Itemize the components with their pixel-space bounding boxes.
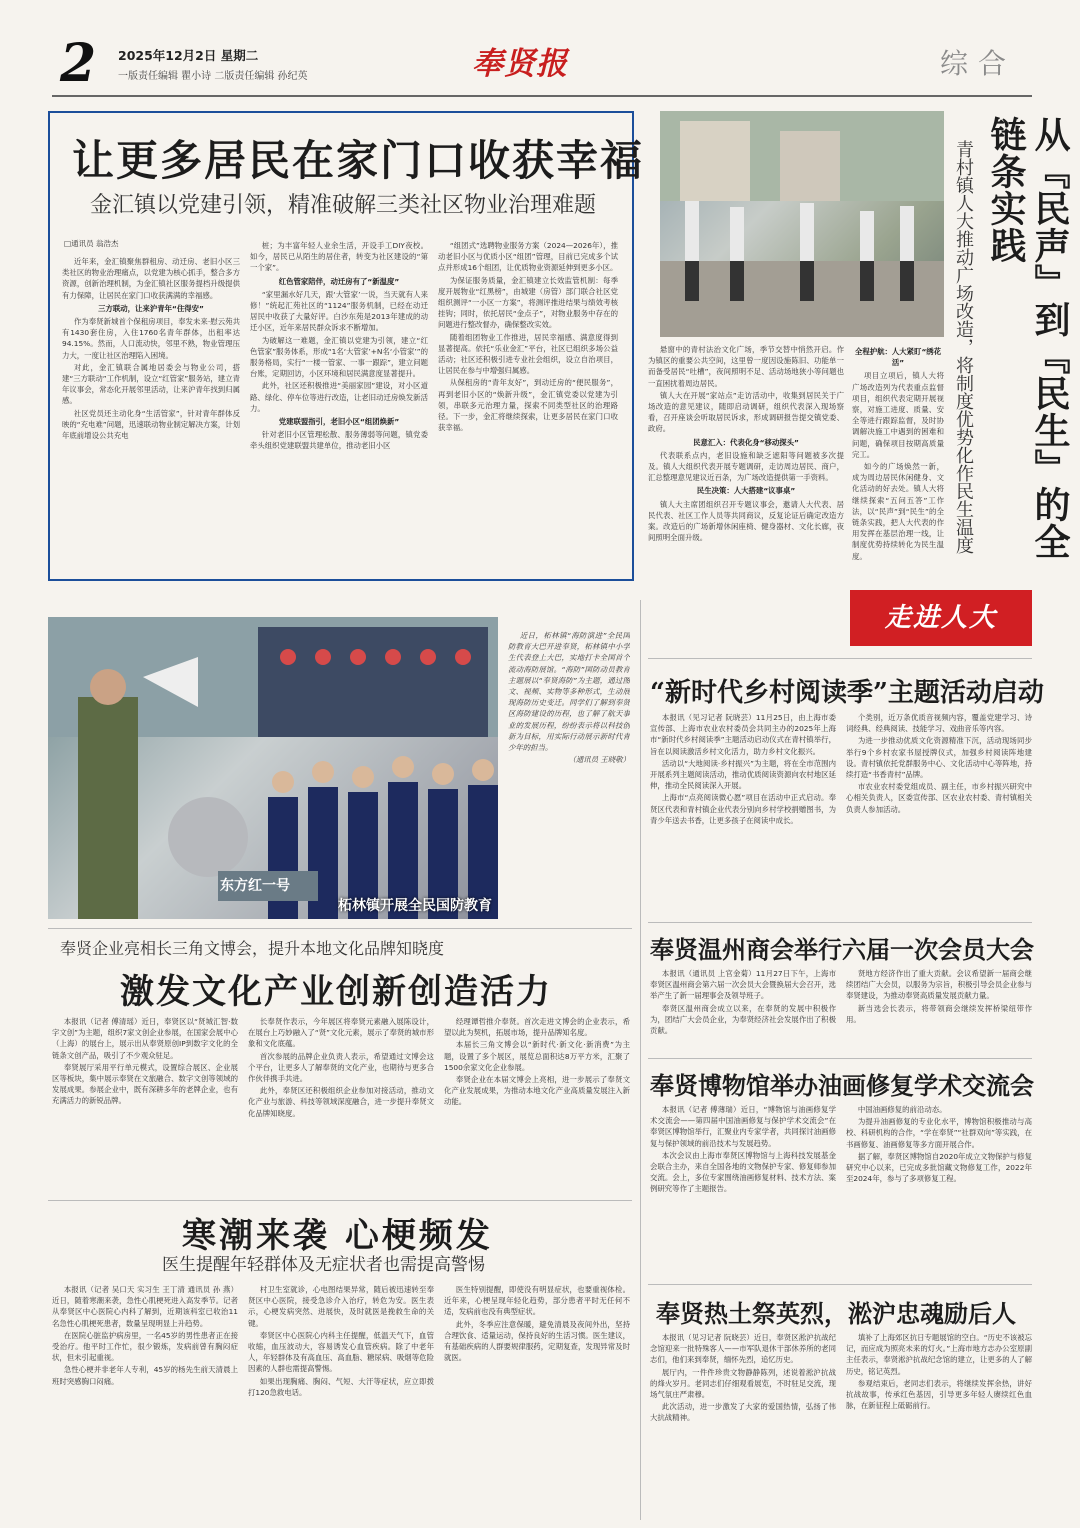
art3-title: “新时代乡村阅读季”主题活动启动 xyxy=(650,678,1044,708)
art8-col1 xyxy=(52,1284,238,1520)
art5-p5: 据了解，奉贤区博物馆自2020年成立文物保护与修复研究中心以来，已完成多批馆藏文物修复工作，2022年至2024年，参与了多项修复工程。 xyxy=(846,1151,1032,1184)
art1-p4: 社区党员还主动化身“生活管家”，针对青年群体反映的“充电难”问题，迅速联动物业制定解决方案，计划年底前增设公共充电 xyxy=(62,408,240,441)
art4-col1 xyxy=(650,968,836,1052)
art5-p4: 为提升油画修复的专业化水平，博物馆积极推动与高校、科研机构的合作，“学在奉贤”“社群双向”等实践，在书画修复、油画修复等多方面开展合作。 xyxy=(846,1117,1032,1149)
art3-col2 xyxy=(846,712,1032,918)
art6-text-box xyxy=(508,630,630,912)
art8-p5: 奉贤区中心医院心内科主任提醒，低温天气下，血管收缩，血压波动大，容易诱发心血管疾病。除了中老年人，年轻群体及有高血压、高血脂、糖尿病、吸烟等危险因素的人群也需提高警惕。 xyxy=(248,1330,434,1374)
art8-p7: 医生特别提醒，即使没有明显症状，也要重视体检。近年来，心梗呈现年轻化趋势，部分患者平时无任何不适，发病前也没有典型症状。 xyxy=(444,1285,630,1317)
art1-byline: □通讯员 翁浩杰 xyxy=(64,239,119,248)
art1-sub2: 红色管家陪伴，动迁房有了“新温度” xyxy=(278,276,400,286)
art6-photo-scene xyxy=(48,617,498,919)
art1-p8: 此外，社区还积极推进“美丽家园”建设，对小区道路、绿化、停车位等进行改造，让老旧动迁房焕发新活力。 xyxy=(250,381,428,413)
art6-photo-label: 东方红一号 xyxy=(220,878,290,894)
art8-title: 寒潮来袭 心梗频发 xyxy=(182,1216,493,1256)
art7-p6: 经理谭哲推介奉贤。首次走进文博会的企业表示，希望以此为契机，拓展市场，提升品牌知名度。 xyxy=(444,1017,630,1038)
art1-p5: 桩；为丰富年轻人业余生活，开设手工DIY夜校。如今，居民已从陌生的居住者，转变为社区建设的“第一个家”。 xyxy=(250,241,428,273)
paper-logo: 奉贤报 xyxy=(472,46,568,82)
art3-p5: 为进一步推动优质文化资源精准下沉，活动现场同步举行9个乡村农家书屋授牌仪式，加强乡村阅读阵地建设。青村镇依托党群服务中心、文化活动中心等阵地，持续打造“书香青村”品牌。 xyxy=(846,736,1032,780)
art2-subtitle-vertical: 青村镇人大推动广场改造，将制度优势化作民生温度 xyxy=(953,140,974,554)
art8-p6: 如果出现胸痛、胸闷、气短、大汗等症状，应立即拨打120急救电话。 xyxy=(248,1376,434,1397)
art7-col2 xyxy=(248,1016,434,1196)
art2-sub3: 全程护航：人大紧盯“绣花活” xyxy=(854,347,942,368)
art2-p5: 项目立项后，镇人大将广场改造列为代表重点监督项目，组织代表定期开展视察，对施工进度、质量、安全等进行跟踪监督，及时协调解决施工中遇到的困难和问题，确保项目按期高质量完工。 xyxy=(852,371,944,459)
section-name: 综合 xyxy=(940,47,1017,80)
art7-p1: 本报讯（记者 傅清瑶）近日，奉贤区以“贤城汇智·数字文创”为主题，组织7家文创企业参展，在国家会展中心（上海）的展台上，展示出从奉贤原创IP到数字文化的全链条文创产品，吸引了不少观众驻足。 xyxy=(52,1017,238,1060)
banner-text: 走进人大 xyxy=(884,603,997,633)
page-number: 2 xyxy=(60,33,97,94)
art6-text: 近日，柘林镇“海防演进”全民国防教育大巴开进奉贤，柘林镇中小学生代表登上大巴，实地打卡全国首个流动海防展馆。“海防”国防动员教育主题展以“奉贤海防”为主题，通过图文、视频、实物等多种形式，生动展现海防历史变迁。同学们了解到奉贤区海防建设的历程，也了解了航天事业的发展历程，纷纷表示将以科技创新为目标，用实际行动展示新时代青少年的担当。 xyxy=(508,631,630,753)
art7-p8: 奉贤企业在本届文博会上亮相，进一步展示了奉贤文化产业发展成果，为推动本地文化产业高质量发展注入新动能。 xyxy=(444,1075,630,1107)
art8-p8: 此外，冬季应注意保暖，避免清晨及夜间外出，坚持合理饮食、适量运动，保持良好的生活习惯。医生建议，有基础疾病的人群要规律服药，定期复查，发现异常及时就医。 xyxy=(444,1319,630,1363)
art2-col2 xyxy=(852,344,944,582)
art9-col1 xyxy=(650,1332,836,1522)
art1-p7: 为破解这一难题，金汇镇以党建为引领，建立“红色管家”服务体系，形成“1名‘大管家’+N名‘小管家’”的服务格局，实行“一楼一管家、一事一跟踪”，建立问题台账，定期回访，小区环境和居民满意度显著提升。 xyxy=(250,335,428,379)
art2-sub2: 民生决策：人大搭建“议事桌” xyxy=(696,486,796,496)
art9-col2 xyxy=(846,1332,1032,1522)
art3-p1: 本报讯（见习记者 阮晓芸）11月25日，由上海市委宣传部、上海市农业农村委员会共同主办的2025年上海市“新时代乡村阅读季”主题活动启动仪式在青村镇举行，旨在以阅读激活乡村文化活力，助力乡村文化振兴。 xyxy=(650,713,836,756)
art7-col3 xyxy=(444,1016,630,1196)
art7-col1 xyxy=(52,1016,238,1196)
art6-caption: 柘林镇开展全民国防教育 xyxy=(338,898,492,914)
art5-p1: 本报讯（记者 傅薄瑞）近日，“博物馆与油画修复学术交流会——第四届中国油画修复与保护学术交流会”在奉贤区博物馆举行，汇聚业内专家学者，共同探讨油画修复与保护领域的前沿技术与发展趋势。 xyxy=(650,1105,836,1148)
art9-title: 奉贤热土祭英烈，淞沪忠魂励后人 xyxy=(656,1299,1016,1328)
art2-p2: 镇人大在开展“家站点”走访活动中，收集到居民关于广场改造的意见建议，随即启动调研，组织代表深入现场察看，召开座谈会听取居民诉求，形成调研报告提交镇党委、政府。 xyxy=(648,390,844,434)
art2-p6: 如今的广场焕然一新，成为周边居民休闲健身、文化活动的好去处。镇人大将继续探索“五问五答”工作法，以“民声”到“民生”的全链条实践，把人大代表的作用发挥在基层治理一线，让制度优势持续转化为民生温度。 xyxy=(852,462,944,561)
art9-p3: 此次活动，进一步激发了大家的爱国热情，弘扬了伟大抗战精神。 xyxy=(650,1402,836,1423)
art5-p3: 中国油画修复的前沿动态。 xyxy=(857,1105,947,1114)
art3-rule xyxy=(648,658,1032,659)
art3-p3: 上海市“点亮阅读微心愿”项目在活动中正式启动。奉贤区代表和青村镇企业代表分别向乡村学校捐赠图书，为青少年送去书香，让更多孩子在阅读中成长。 xyxy=(650,793,836,825)
art7-p7: 本届长三角文博会以“新时代·新文化·新消费”为主题，设置了多个展区，展览总面积达8万平方米，汇聚了1500余家文化企业参展。 xyxy=(444,1040,630,1072)
art8-p1: 本报讯（记者 吴口天 实习生 王丁清 通讯员 孙 燕）近日，随着寒潮来袭，急性心肌梗死进入高发季节。记者从奉贤区中心医院心内科了解到，近期该科室已收治11名急性心肌梗死患者，数量呈现明显上升趋势。 xyxy=(52,1285,238,1328)
art7-title: 激发文化产业创新创造活力 xyxy=(120,972,552,1012)
art5-col2 xyxy=(846,1104,1032,1278)
art1-p10: “组团式”选聘物业服务方案（2024—2026年），推动老旧小区与优质小区“组团”管理，目前已完成多个试点并形成16个组团，让优质物业资源延伸到更多小区。 xyxy=(438,241,618,273)
art8-p4: 村卫生室就诊，心电图结果异常，随后被迅速转至奉贤区中心医院，接受急诊介入治疗，转危为安。医生表示，心梗发病突然、进展快，及时就医是挽救生命的关键。 xyxy=(248,1285,434,1328)
art4-p2: 奉贤区温州商会成立以来，在奉贤的发展中积极作为，团结广大会员企业，为奉贤经济社会发展作出了积极贡献。 xyxy=(650,1003,836,1036)
art8-col2 xyxy=(248,1284,434,1520)
issue-date: 2025年12月2日 星期二 xyxy=(118,48,259,63)
art3-p4: 个类别，近万条优质音视频内容，覆盖党建学习、诗词经典、经典阅读、技能学习、戏曲音乐等内容。 xyxy=(846,713,1032,734)
art1-col2 xyxy=(250,240,428,572)
art4-title: 奉贤温州商会举行六届一次会员大会 xyxy=(650,935,1034,964)
art4-p1: 本报讯（通讯员 上官金菊）11月27日下午，上海市奉贤区温州商会第六届一次会员大会暨换届大会召开，选举产生了新一届理事会及领导班子。 xyxy=(650,969,836,1001)
art4-rule xyxy=(648,922,1032,923)
banner-renda xyxy=(850,590,1032,646)
art6-photo xyxy=(48,617,498,919)
art2-col1 xyxy=(648,344,844,594)
art1-p2: 作为奉贤新城首个保租房项目，奉发未来·慰云苑共有1430套住房，入住1760名青年群体，出租率达94.15%。然而，人口流动快，邻里不熟，物业管理压力大，一度让社区治理陷入困境。 xyxy=(62,317,240,360)
art9-p4: 填补了上海郊区抗日专题展馆的空白。“历史不该被忘记，而应成为照亮未来的灯火。”上海市地方志办公室原副主任表示，奉贤淞沪抗战纪念馆的建立，让更多的人了解历史，铭记英烈。 xyxy=(846,1333,1032,1376)
art1-p3: 对此，金汇镇联合属地居委会与物业公司，搭建“三方联动”工作机制，设立“红管家”服务站，建立青年议事会，常态化开展邻里活动，让来沪青年找到归属感。 xyxy=(62,362,240,406)
art4-col2 xyxy=(846,968,1032,1052)
art1-sub1: 三方联动，让来沪青年“住得安” xyxy=(98,303,204,313)
art1-subtitle: 金汇镇以党建引领，精准破解三类社区物业治理难题 xyxy=(90,193,597,218)
art8-col3 xyxy=(444,1284,630,1520)
art2-p3: 代表联系点内，老旧设施和缺乏遮阳等问题被多次提及。镇人大组织代表开展专题调研，走访周边居民、商户，汇总整理意见建议近百条，为广场改造提供第一手资料。 xyxy=(648,450,844,483)
art8-subtitle: 医生提醒年轻群体及无症状者也需提高警惕 xyxy=(162,1255,485,1275)
art7-p5: 此外，奉贤区还积极组织企业参加对接活动，推动文化产业与旅游、科技等领域深度融合，进一步提升奉贤文化品牌知晓度。 xyxy=(248,1086,434,1118)
art2-sub1: 民意汇入：代表化身“移动探头” xyxy=(693,437,799,447)
art1-p12: 随着组团物业工作推进，居民幸福感、满意度得到显著提高。依托“乐业金汇”平台，社区已组织多场公益活动；社区还积极引进专业社会组织，设立自治项目，让居民在参与中增强归属感。 xyxy=(438,332,618,376)
art8-rule xyxy=(48,1200,632,1201)
art1-col3 xyxy=(438,240,618,572)
art9-p2: 展厅内，一件件珍贵文物静静陈列，述说着淞沪抗战的烽火岁月。老同志们仔细观看展览，不时驻足交流，现场气氛庄严肃穆。 xyxy=(650,1367,836,1400)
art5-rule xyxy=(648,1058,1032,1059)
art7-p3: 长奉贤作表示，今年展区将奉贤元素融入展陈设计，在展台上巧妙融入了“贤”文化元素，展示了奉贤的城市形象和文化底蕴。 xyxy=(248,1017,434,1049)
art5-col1 xyxy=(650,1104,836,1278)
art2-photo xyxy=(660,111,944,337)
art4-p3: 贤地方经济作出了重大贡献。会议希望新一届商会继续团结广大会员，以服务为宗旨，积极引导会员企业参与奉贤建设，为推动奉贤高质量发展贡献力量。 xyxy=(846,969,1032,1001)
art6-credit: （通讯员 王晓敬） xyxy=(568,755,630,765)
art9-p5: 参观结束后，老同志们表示，将继续发挥余热，讲好抗战故事，传承红色基因，引导更多年轻人赓续红色血脉，在新征程上砥砺前行。 xyxy=(846,1378,1032,1411)
art1-p1: 近年来，金汇镇聚焦群租房、动迁房、老旧小区三类社区的物业治理痛点，以党建为核心抓手，整合多方资源，创新治理机制，为金汇镇社区服务提档升级提供有力保障，让居民在家门口收获满满的幸福感。 xyxy=(62,257,240,300)
art2-p1: 悬窗中的青村法治文化广场，季节交替中悄然开启。作为镇区的重要公共空间，这里曾一度因设施陈旧、功能单一而备受居民“吐槽”，夜间照明不足、活动场地狭小等问题也一直困扰着周边居民。 xyxy=(648,345,844,388)
art7-rule xyxy=(48,928,632,929)
art1-p9: 针对老旧小区管理松散、服务薄弱等问题，镇党委牵头组织党建联盟共建单位，推动老旧小区 xyxy=(250,430,428,451)
art7-p4: 首次参展的品牌企业负责人表示，希望通过文博会这个平台，让更多人了解奉贤的文化产业，也期待与更多合作伙伴携手共进。 xyxy=(248,1051,434,1084)
header-rule xyxy=(52,95,1032,97)
art7-p2: 奉贤展厅采用平行单元模式，设置综合展区、企业展区等板块，集中展示奉贤在文旅融合、数字文创等领域的发展成果。参展企业中，既有深耕多年的老牌企业，也有充满活力的新锐品牌。 xyxy=(52,1062,238,1106)
art1-p11: 为保证服务质量，金汇镇建立长效监管机制：每季度开展物业“红黑榜”，由城建（房管）部门联合社区党组织测评“一小区一方案”，将测评推进结果与绩效考核挂钩；同时，依托居民“金点子”，对物业服务中存在的问题进行整改督办，确保整改实效。 xyxy=(438,275,618,330)
art1-p6: “家里漏水好几天，跟‘大管家’一说，当天就有人来修！”统起汇苑社区的“1124”服务机制，已经在动迁居民中收获了大量好评。白沙东苑是2013年建成的动迁小区，近年来居民群众诉求不断增加。 xyxy=(250,289,428,333)
art7-kicker: 奉贤企业亮相长三角文博会，提升本地文化品牌知晓度 xyxy=(60,939,445,958)
art2-p4: 镇人大主席团组织召开专题议事会，邀请人大代表、居民代表、社区工作人员等共同商议，反复论证后确定改造方案。改造后的广场新增休闲座椅、健身器材、文化长廊，夜间照明全面升级。 xyxy=(648,499,844,543)
art2-title-vertical: 从『民声』到『民生』的全链条实践 xyxy=(985,116,1071,560)
column-divider xyxy=(640,600,641,1520)
art4-p4: 新当选会长表示，将带领商会继续发挥桥梁纽带作用。 xyxy=(846,1003,1032,1024)
art8-p3: 急性心梗并非老年人专利，45岁的杨先生前天清晨上班时突感胸口闷痛。 xyxy=(52,1365,238,1386)
art1-col1 xyxy=(62,256,240,572)
editors-line: 一版责任编辑 瞿小诗 二版责任编辑 孙纪英 xyxy=(118,71,308,82)
art1-sub3: 党建联盟指引，老旧小区“组团焕新” xyxy=(278,417,400,427)
art3-p2: 活动以“大地阅读·乡村振兴”为主题，将在全市范围内开展系列主题阅读活动，推动优质阅读资源向农村地区延伸，推动全民阅读深入开展。 xyxy=(650,758,836,791)
art3-col1 xyxy=(650,712,836,918)
art9-p1: 本报讯（见习记者 阮晓芸）近日，奉贤区淞沪抗战纪念馆迎来一批特殊客人——市军队退休干部休养所的老同志们，他们来到奉贤，缅怀先烈，追忆历史。 xyxy=(650,1333,836,1365)
art9-rule xyxy=(648,1284,1032,1285)
art5-p2: 本次会议由上海市奉贤区博物馆与上海科技发展基金会联合主办，来自全国各地的文物保护专家、修复师参加交流。会上，多位专家围绕油画修复材料、技术方法、案例研究等作了主题报告。 xyxy=(650,1150,836,1194)
art1-title: 让更多居民在家门口收获幸福 xyxy=(72,136,645,185)
art8-p2: 在医院心脏监护病房里，一名45岁的男性患者正在接受治疗。他平时工作忙，很少锻炼，发病前曾有胸闷症状，但未引起重视。 xyxy=(52,1330,238,1363)
art3-p6: 市农业农村委党组成员、副主任，市乡村振兴研究中心相关负责人，区委宣传部、区农业农村委、青村镇相关负责人参加活动。 xyxy=(846,782,1032,814)
art5-title: 奉贤博物馆举办油画修复学术交流会 xyxy=(650,1071,1034,1100)
art1-p13: 从保租房的“青年友好”，到动迁房的“便民服务”，再到老旧小区的“焕新升级”，金汇镇党委以党建为引领，串联多元治理力量，探索不同类型社区的治理路径。下一步，金汇将继续探索，让更多居民在家门口收获幸福。 xyxy=(438,378,618,433)
art2-photo-scene xyxy=(660,111,944,337)
